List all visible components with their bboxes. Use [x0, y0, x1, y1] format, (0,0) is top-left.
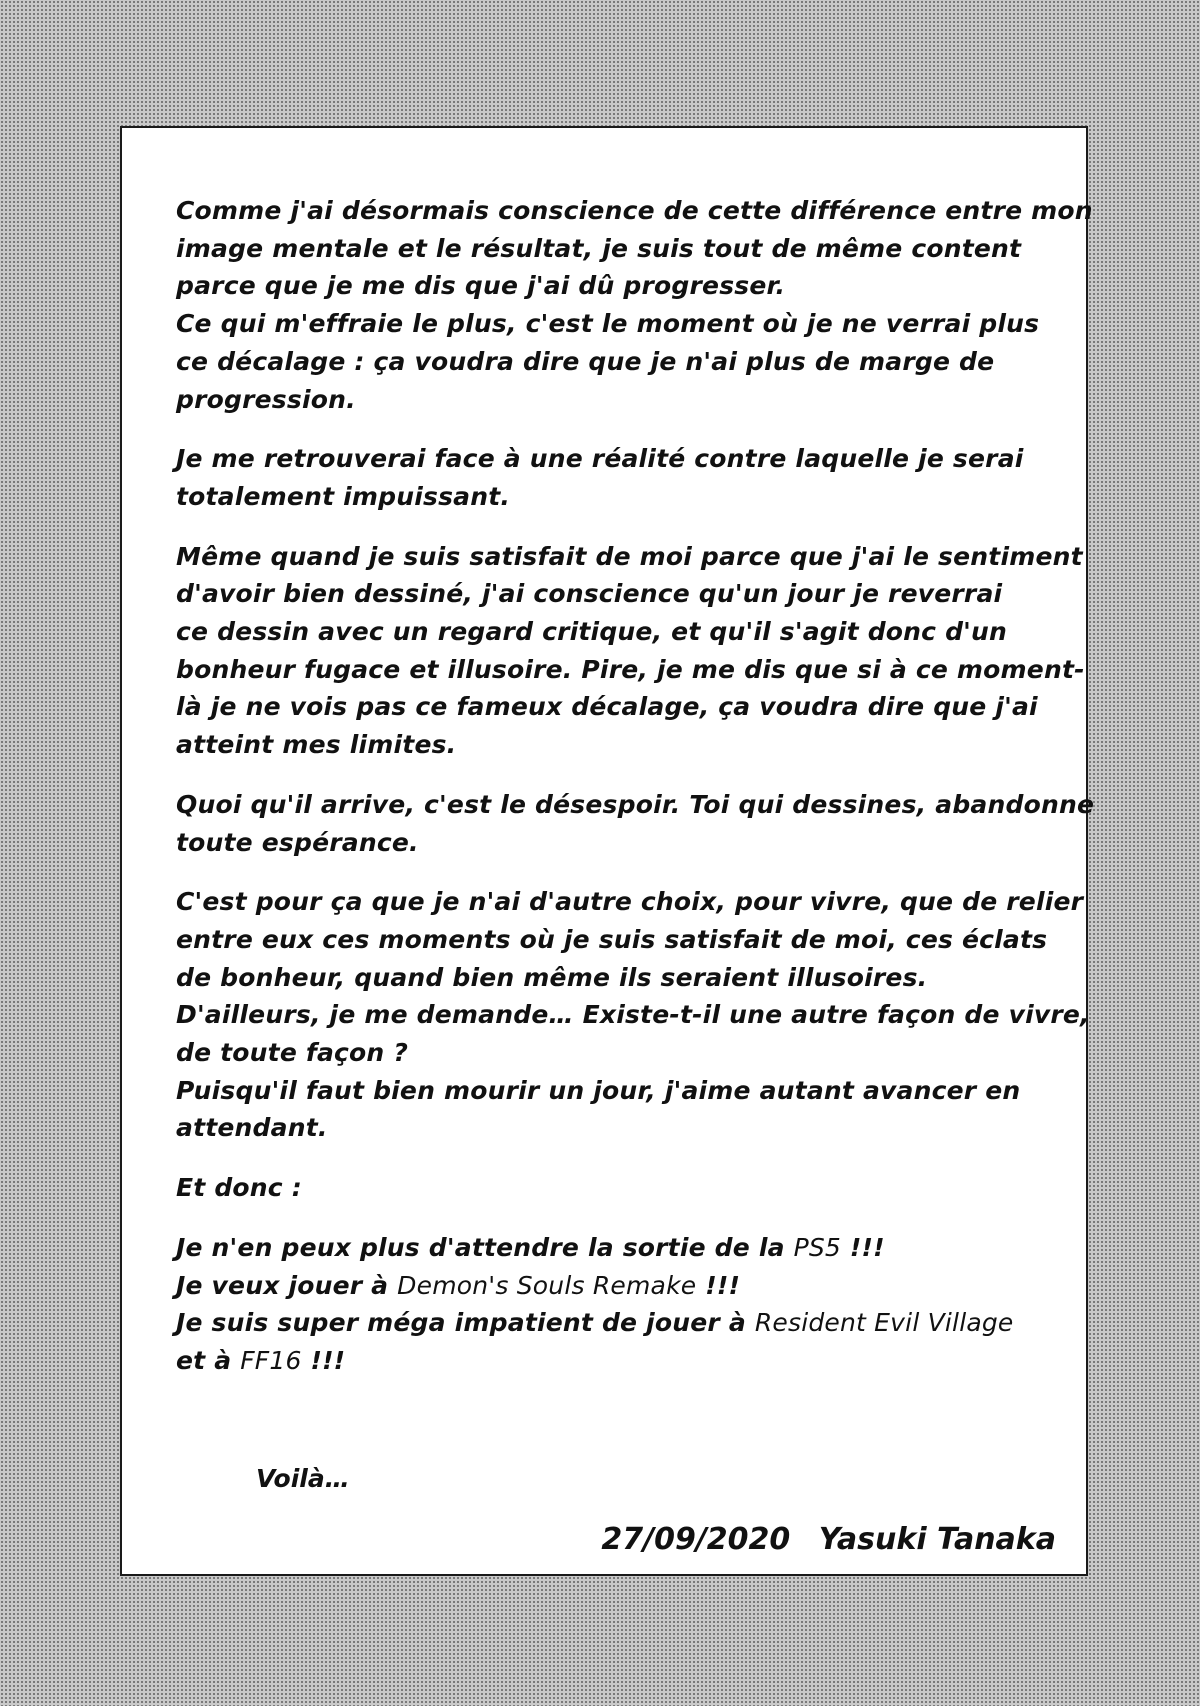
signature	[601, 1522, 1056, 1557]
wishlist-line-3	[176, 1304, 1056, 1342]
text-line: Puisqu'il faut bien mourir un jour, j'aime autant avancer en	[176, 1075, 1021, 1105]
text-line: de bonheur, quand bien même ils seraient illusoires.	[176, 962, 928, 992]
letter-page	[120, 126, 1095, 1576]
paragraph-6	[176, 1169, 1056, 1207]
wishlist-exclaim: !!!	[841, 1232, 885, 1262]
text-line: Et donc :	[176, 1173, 302, 1203]
text-line: Ce qui m'effraie le plus, c'est le moment où je ne verrai plus	[176, 309, 1040, 339]
wishlist-exclaim: !!!	[696, 1270, 741, 1300]
wishlist-text: Je suis super méga impatient de jouer à	[176, 1308, 755, 1338]
text-line: atteint mes limites.	[176, 730, 457, 760]
wishlist-text: et à	[176, 1345, 241, 1375]
text-line: Je me retrouverai face à une réalité contre laquelle je serai	[176, 444, 1024, 474]
text-line: toute espérance.	[176, 827, 419, 857]
wishlist-exclaim: !!!	[301, 1345, 346, 1375]
wishlist-line-4	[176, 1342, 1056, 1380]
text-line: ce décalage : ça voudra dire que je n'ai plus de marge de	[176, 346, 995, 376]
paragraph-2	[176, 440, 1056, 515]
wishlist-paragraph	[176, 1229, 1056, 1380]
paragraph-1	[176, 192, 1093, 418]
signature-name: Yasuki Tanaka	[818, 1522, 1056, 1557]
paragraph-3	[176, 538, 1085, 764]
text-line: parce que je me dis que j'ai dû progresser.	[176, 271, 786, 301]
text-line: ce dessin avec un regard critique, et qu'il s'agit donc d'un	[176, 617, 1008, 647]
text-line: entre eux ces moments où je suis satisfait de moi, ces éclats	[176, 924, 1048, 954]
wishlist-line-1	[176, 1229, 1056, 1267]
letter-body	[176, 192, 1095, 1402]
closing-line: Voilà…	[256, 1464, 350, 1493]
text-line: image mentale et le résultat, je suis tout de même content	[176, 233, 1022, 263]
text-line: progression.	[176, 384, 356, 414]
text-line: là je ne vois pas ce fameux décalage, ça voudra dire que j'ai	[176, 692, 1038, 722]
text-line: totalement impuissant.	[176, 481, 511, 511]
game-title: Demon's Souls Remake	[397, 1270, 697, 1300]
game-title: Resident Evil Village	[754, 1308, 1014, 1338]
wishlist-text: Je n'en peux plus d'attendre la sortie de la	[176, 1232, 794, 1262]
wishlist-line-2	[176, 1267, 1056, 1305]
text-line: C'est pour ça que je n'ai d'autre choix, pour vivre, que de relier	[176, 887, 1084, 917]
wishlist-text: Je veux jouer à	[176, 1270, 398, 1300]
text-line: d'avoir bien dessiné, j'ai conscience qu'un jour je reverrai	[176, 579, 1003, 609]
text-line: attendant.	[176, 1113, 328, 1143]
text-line: Même quand je suis satisfait de moi parce que j'ai le sentiment	[176, 541, 1083, 571]
game-title: FF16	[240, 1345, 302, 1375]
signature-date: 27/09/2020	[601, 1522, 791, 1557]
text-line: Quoi qu'il arrive, c'est le désespoir. Toi qui dessines, abandonne	[176, 789, 1095, 819]
text-line: de toute façon ?	[176, 1038, 409, 1068]
paragraph-5	[176, 883, 1090, 1147]
text-line: D'ailleurs, je me demande… Existe-t-il une autre façon de vivre,	[176, 1000, 1090, 1030]
paragraph-4	[176, 786, 1095, 861]
text-line: Comme j'ai désormais conscience de cette différence entre mon	[176, 196, 1093, 225]
text-line: bonheur fugace et illusoire. Pire, je me dis que si à ce moment-	[176, 654, 1085, 684]
console-title: PS5	[793, 1232, 842, 1262]
